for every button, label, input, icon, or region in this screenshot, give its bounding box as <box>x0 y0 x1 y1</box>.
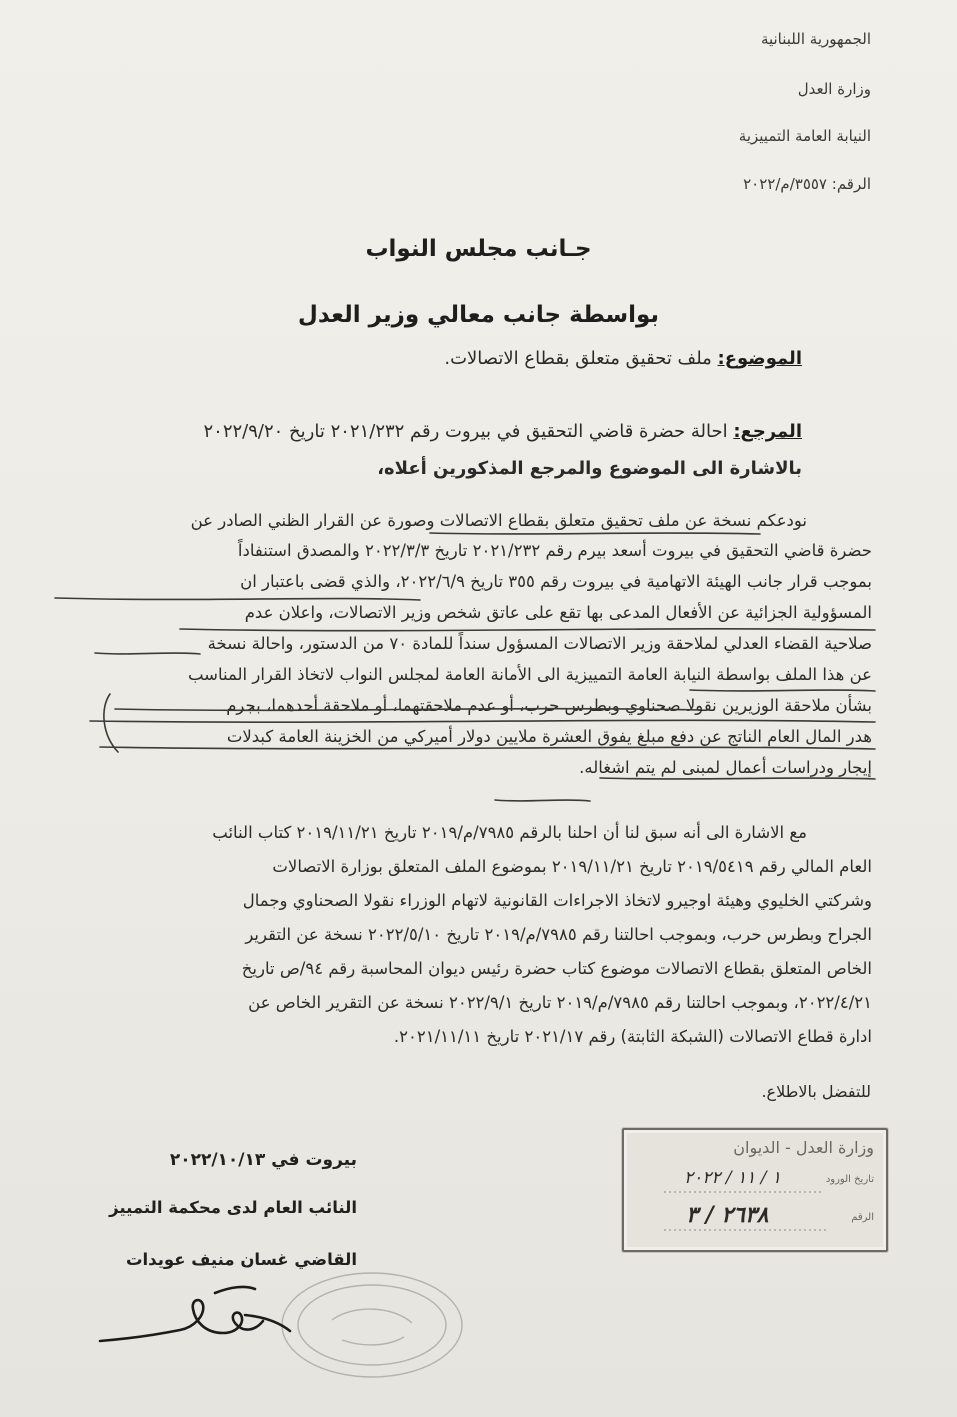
header-office: النيابة العامة التمييزية <box>738 127 871 145</box>
paragraph-1-line: إيجار ودراسات أعمال لمبنى لم يتم اشغاله. <box>579 758 872 777</box>
header-ministry: وزارة العدل <box>797 80 871 98</box>
paragraph-1-line: هدر المال العام الناتج عن دفع مبلغ يفوق العشرة ملايين دولار أميركي من الخزينة العامة كبدلات <box>226 727 872 746</box>
closing-line: للتفضل بالاطلاع. <box>761 1082 871 1101</box>
paragraph-1-line: حضرة قاضي التحقيق في بيروت أسعد بيرم رقم ٢٠٢١/٢٣٢ تاريخ ٢٠٢٢/٣/٣ والمصدق استنفاداً <box>237 541 872 560</box>
paragraph-2-line: الخاص المتعلق بقطاع الاتصالات موضوع كتاب حضرة رئيس ديوان المحاسبة رقم ٩٤/ص تاريخ <box>241 959 872 978</box>
signature-position: النائب العام لدى محكمة التمييز <box>109 1198 357 1217</box>
paragraph-2-line: ادارة قطاع الاتصالات (الشبكة الثابتة) رقم ٢٠٢١/١٧ تاريخ ٢٠٢١/١١/١١. <box>393 1027 872 1046</box>
subject-label: الموضوع: <box>717 348 802 369</box>
reference-text: احالة حضرة قاضي التحقيق في بيروت رقم ٢٠٢١/٢٣٢ تاريخ ٢٠٢٢/٩/٢٠ <box>203 421 728 442</box>
paragraph-1-line: المسؤولية الجزائية عن الأفعال المدعى بها تقع على عاتق شخص وزير الاتصالات، واعلان عدم <box>244 603 872 622</box>
paragraph-1-line: بموجب قرار جانب الهيئة الاتهامية في بيروت رقم ٣٥٥ تاريخ ٢٠٢٢/٦/٩، والذي قضى باعتبار ان <box>240 572 872 591</box>
paragraph-2-line: مع الاشارة الى أنه سبق لنا أن احلنا بالرقم ٧٩٨٥/م/٢٠١٩ تاريخ ٢٠١٩/١١/٢١ كتاب النائب <box>212 823 807 842</box>
paragraph-2-line: العام المالي رقم ٢٠١٩/٥٤١٩ تاريخ ٢٠١٩/١١/٢١ بموضوع الملف المتعلق بوزارة الاتصالات <box>272 857 872 876</box>
stamp-title: وزارة العدل - الديوان <box>733 1138 874 1157</box>
addressee-via: بواسطة جانب معالي وزير العدل <box>297 302 660 328</box>
paragraph-1-line: نودعكم نسخة عن ملف تحقيق متعلق بقطاع الاتصالات وصورة عن القرار الظني الصادر عن <box>190 511 807 530</box>
paragraph-1-line: عن هذا الملف بواسطة النيابة العامة التمييزية الى الأمانة العامة لمجلس النواب لاتخاذ القرار المناسب <box>187 665 872 684</box>
signature-place-date: بيروت في ٢٠٢٢/١٠/١٣ <box>169 1150 357 1170</box>
paragraph-1-line: صلاحية القضاء العدلي لملاحقة وزير الاتصالات المسؤول سنداً للمادة ٧٠ من الدستور، واحالة نسخة <box>207 634 872 653</box>
subject-line <box>444 348 802 369</box>
addressee-to: جـانب مجلس النواب <box>365 236 592 262</box>
paragraph-2-line: الجراح وبطرس حرب، وبموجب احالتنا رقم ٧٩٨٥/م/٢٠١٩ تاريخ ٢٠٢٢/٥/١٠ نسخة عن التقرير <box>245 925 872 944</box>
signature-name: القاضي غسان منيف عويدات <box>125 1250 357 1269</box>
stamp-number-label: الرقم <box>851 1212 874 1223</box>
official-seal <box>272 1265 472 1385</box>
paragraph-1-line: بشأن ملاحقة الوزيرين نقولا صحناوي وبطرس حرب، أو عدم ملاحقتهما، أو ملاحقة أحدهما، بجرم <box>226 696 872 715</box>
reference-line <box>204 421 803 442</box>
subject-text: ملف تحقيق متعلق بقطاع الاتصالات. <box>444 348 712 369</box>
header-republic: الجمهورية اللبنانية <box>760 30 871 48</box>
handwritten-signature <box>95 1275 295 1365</box>
intro-heading: بالاشارة الى الموضوع والمرجع المذكورين أعلاه، <box>377 458 802 479</box>
paragraph-2-line: وشركتي الخليوي وهيئة اوجيرو لاتخاذ الاجراءات القانونية لاتهام الوزراء نقولا الصحناوي وجمال <box>242 891 872 910</box>
stamp-date-handwritten: ١ / ١١ / ٢٠٢٢ <box>684 1168 782 1188</box>
paragraph-2-line: ٢٠٢٢/٤/٢١، وبموجب احالتنا رقم ٧٩٨٥/م/٢٠١٩ تاريخ ٢٠٢٢/٩/١ نسخة عن التقرير الخاص عن <box>248 993 872 1012</box>
stamp-number-handwritten: ٢٦٣٨ / ٣ <box>686 1202 769 1228</box>
reference-label: المرجع: <box>733 421 802 442</box>
stamp-dotted-lines <box>624 1130 886 1250</box>
stamp-date-label: تاريخ الورود <box>825 1174 874 1185</box>
received-stamp <box>622 1128 888 1252</box>
header-reference-number: الرقم: ٣٥٥٧/م/٢٠٢٢ <box>743 175 871 193</box>
